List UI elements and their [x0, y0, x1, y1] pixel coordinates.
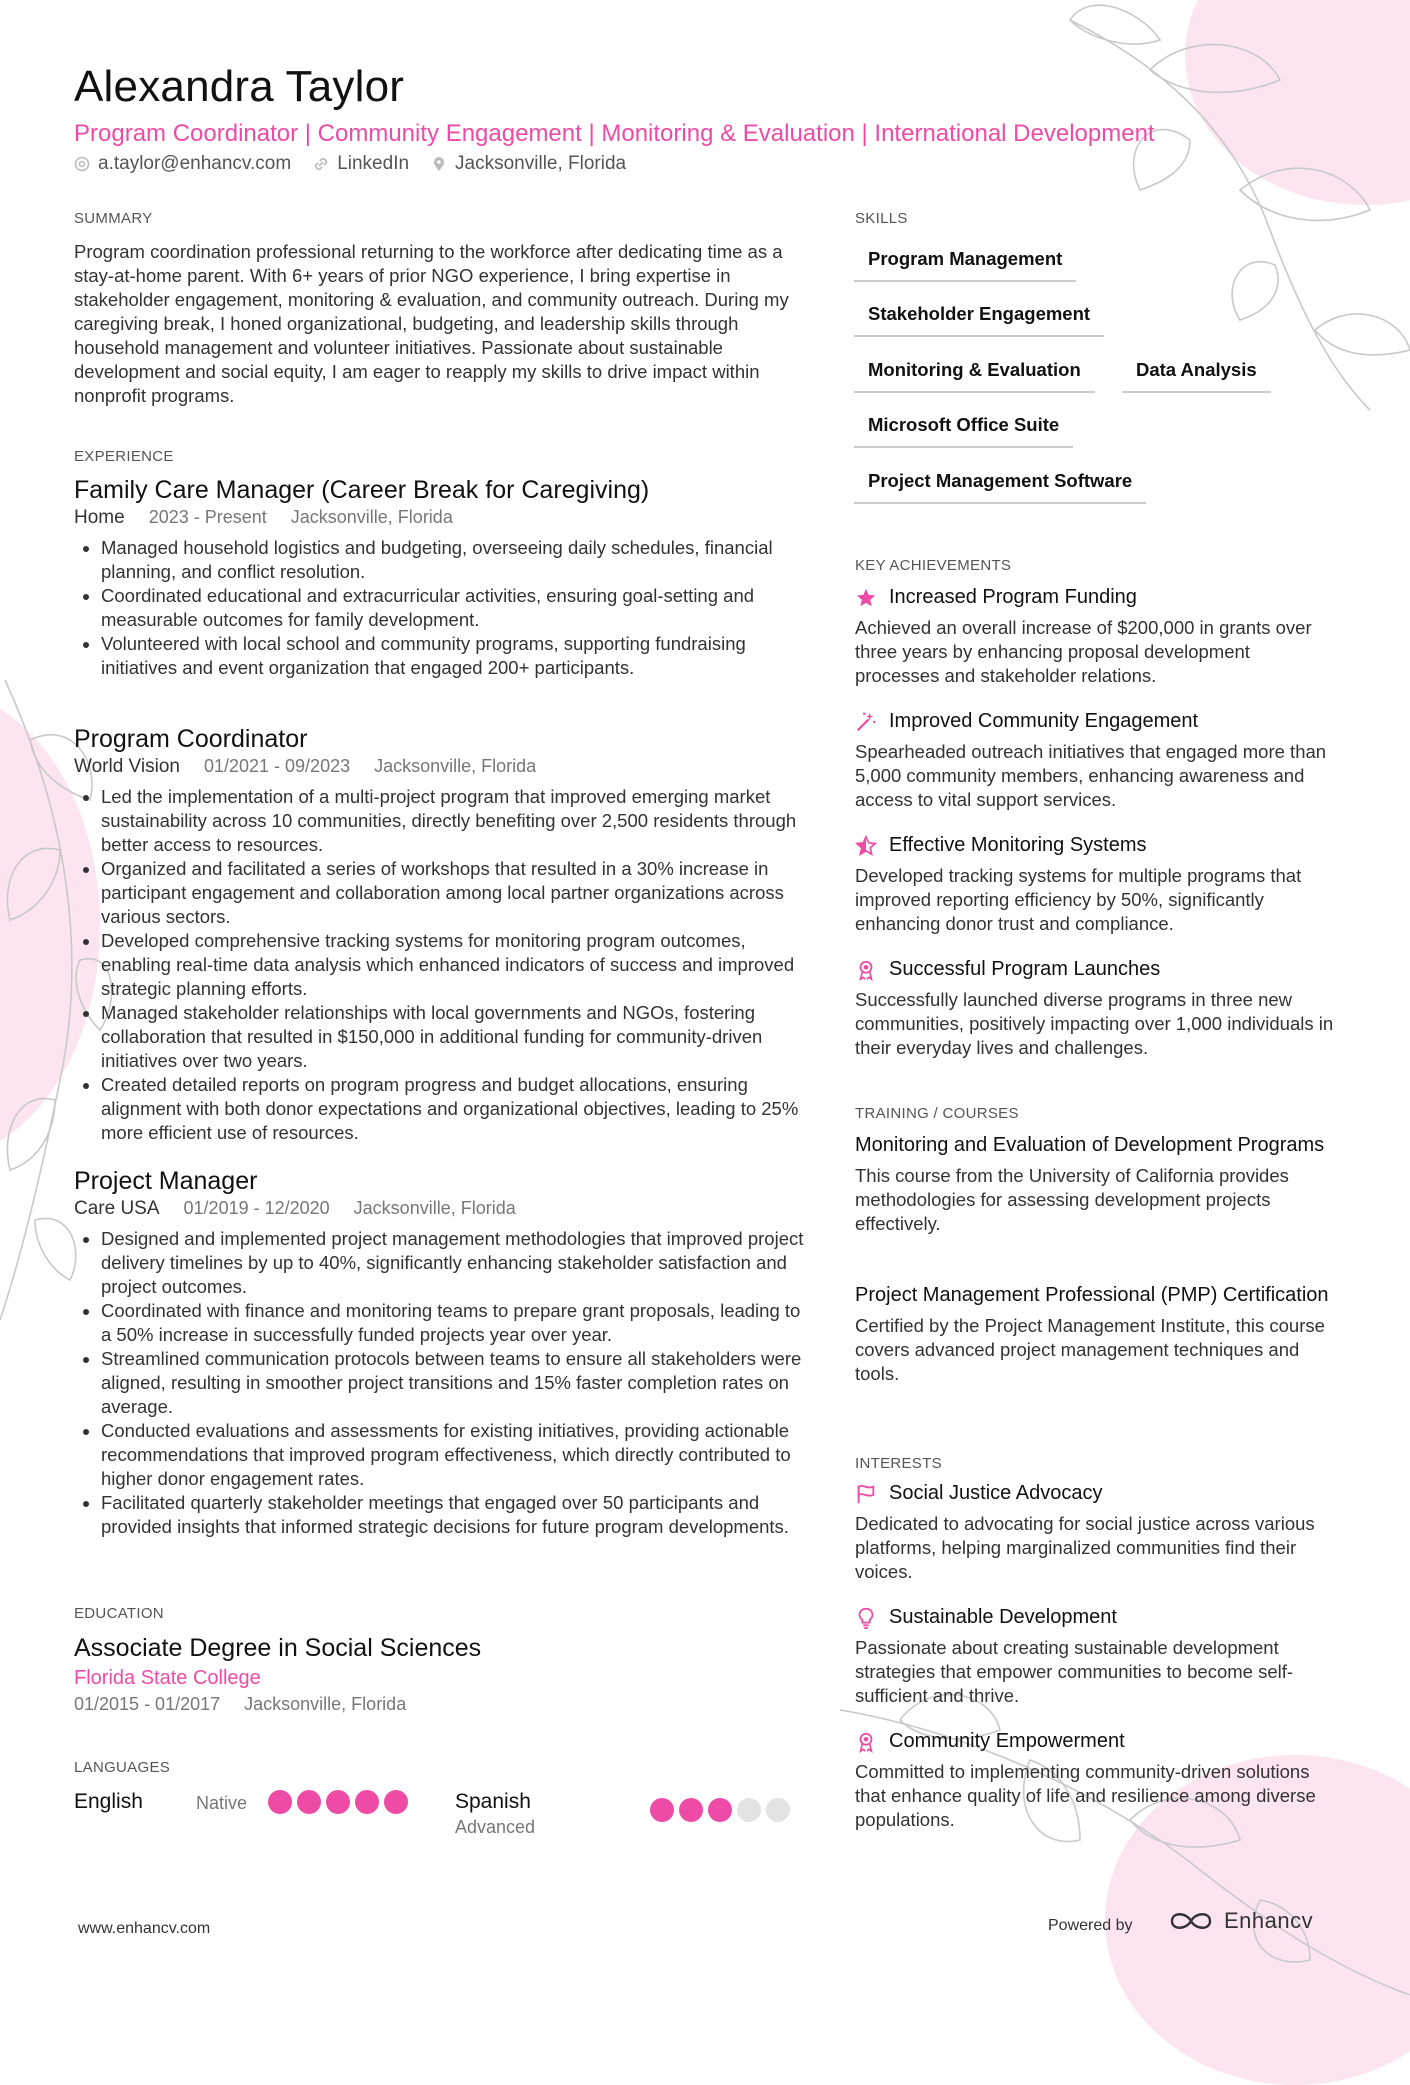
language-name: Spanish	[455, 1790, 531, 1813]
achievement-title: Effective Monitoring Systems	[889, 834, 1147, 856]
job-bullets	[74, 536, 814, 680]
job-bullet: • Streamlined communication protocols between teams to ensure all stakeholders were aligned, resulting in smoother project transitions and 15% faster completion rates on average.	[101, 1347, 814, 1419]
job-title: Project Manager	[74, 1167, 258, 1195]
achievement-item	[855, 958, 1335, 1060]
candidate-name: Alexandra Taylor	[74, 62, 405, 111]
job-org: Care USA	[74, 1198, 160, 1219]
enhancv-logo-icon	[1168, 1908, 1214, 1934]
education-entry	[74, 1634, 814, 1715]
rating-dot-filled	[650, 1798, 674, 1822]
interest-text: Passionate about creating sustainable development strategies that empower communities to become self-sufficient and thrive.	[855, 1637, 1294, 1706]
contact-email[interactable]	[74, 153, 291, 175]
achievement-text: Achieved an overall increase of $200,000 in grants over three years by enhancing proposal development processes and stakeholder relations.	[855, 617, 1312, 686]
job-title: Program Coordinator	[74, 725, 308, 753]
language-item	[74, 1790, 424, 1840]
training-title: Monitoring and Evaluation of Development Programs	[855, 1134, 1325, 1156]
interest-text: Committed to implementing community-driven solutions that enhance quality of life and resilience among diverse populations.	[855, 1761, 1316, 1830]
job-meta	[74, 1198, 814, 1220]
summary-section-title: SUMMARY	[74, 210, 153, 227]
job-bullets	[74, 785, 814, 1145]
job-bullet: • Coordinated with finance and monitoring teams to prepare grant proposals, leading to a 50% increase in successfully funded projects year over year.	[101, 1299, 814, 1347]
email-text: a.taylor@enhancv.com	[98, 153, 292, 174]
linkedin-text: LinkedIn	[337, 153, 410, 174]
job-location: Jacksonville, Florida	[290, 507, 453, 527]
rating-dot-filled	[679, 1798, 703, 1822]
training-text: This course from the University of California provides methodologies for assessing development projects effectively.	[855, 1165, 1289, 1234]
education-section-title: EDUCATION	[74, 1605, 164, 1622]
interests-section-title: INTERESTS	[855, 1455, 942, 1472]
language-name: English	[74, 1790, 143, 1813]
achievement-title: Successful Program Launches	[889, 958, 1161, 980]
school-name: Florida State College	[74, 1667, 261, 1689]
magic-wand-icon	[855, 711, 877, 733]
job-bullet: • Managed household logistics and budgeting, overseeing daily schedules, financial planning, and conflict resolution.	[101, 536, 814, 584]
language-rating	[650, 1798, 795, 1827]
job-org: World Vision	[74, 756, 180, 777]
achievement-text: Developed tracking systems for multiple programs that improved reporting efficiency by 50%, significantly enhancing donor trust and compliance.	[855, 865, 1302, 934]
language-item	[455, 1790, 805, 1840]
achievement-text: Successfully launched diverse programs in three new communities, positively impacting over 1,000 individuals in their everyday lives and challenges.	[855, 989, 1334, 1058]
achievement-item	[855, 586, 1335, 688]
job-entry	[74, 476, 814, 680]
job-dates: 01/2019 - 12/2020	[183, 1198, 330, 1218]
rating-dot-filled	[384, 1790, 408, 1814]
rating-dot-filled	[326, 1790, 350, 1814]
skill-tag: Program Management	[854, 248, 1076, 282]
achievements-section-title: KEY ACHIEVEMENTS	[855, 557, 1012, 574]
job-bullet: • Organized and facilitated a series of workshops that resulted in a 30% increase in participant engagement and collaboration among local partner organizations across various sectors.	[101, 857, 814, 929]
job-bullet: • Conducted evaluations and assessments for existing initiatives, providing actionable recommendations that improved program effectiveness, which directly contributed to higher donor engagement rates.	[101, 1419, 814, 1491]
job-meta	[74, 507, 814, 529]
enhancv-logo-text: Enhancv	[1224, 1908, 1314, 1933]
skills-section-title: SKILLS	[855, 210, 908, 227]
training-text: Certified by the Project Management Institute, this course covers advanced project management techniques and tools.	[855, 1315, 1325, 1384]
job-entry	[74, 725, 814, 1145]
training-section-title: TRAINING / COURSES	[855, 1105, 1019, 1122]
contact-location	[431, 153, 626, 175]
job-location: Jacksonville, Florida	[353, 1198, 516, 1218]
job-bullet: • Created detailed reports on program progress and budget allocations, ensuring alignment with both donor expectations and organizational objectives, leading to 25% more efficient use of resources.	[101, 1073, 814, 1145]
skill-tag: Stakeholder Engagement	[854, 303, 1104, 337]
contact-row	[74, 153, 626, 175]
language-level: Advanced	[455, 1817, 536, 1837]
rating-dot-filled	[708, 1798, 732, 1822]
job-bullet: • Led the implementation of a multi-project program that improved emerging market sustainability across 10 communities, directly benefiting over 2,500 residents through better access to resources.	[101, 785, 814, 857]
experience-section-title: EXPERIENCE	[74, 448, 174, 465]
job-entry	[74, 1167, 814, 1539]
job-bullet: • Developed comprehensive tracking systems for monitoring program outcomes, enabling real-time data analysis which enhanced indicators of success and improved strategic planning efforts.	[101, 929, 814, 1001]
job-bullets	[74, 1227, 814, 1539]
education-meta	[74, 1694, 814, 1715]
award-ribbon-icon	[855, 959, 877, 981]
contact-linkedin[interactable]	[313, 153, 409, 175]
job-bullet: • Managed stakeholder relationships with local governments and NGOs, fostering collaboration that resulted in $150,000 in additional funding for community-driven initiatives over two years.	[101, 1001, 814, 1073]
interest-text: Dedicated to advocating for social justice across various platforms, helping marginalized communities find their voices.	[855, 1513, 1315, 1582]
job-bullet: • Facilitated quarterly stakeholder meetings that engaged over 50 participants and provided insights that informed strategic decisions for future program developments.	[101, 1491, 814, 1539]
interest-item	[855, 1606, 1335, 1708]
interest-title: Community Empowerment	[889, 1730, 1125, 1752]
half-star-icon	[855, 835, 877, 857]
job-dates: 2023 - Present	[148, 507, 267, 527]
rating-dot-empty	[737, 1798, 761, 1822]
rating-dot-filled	[297, 1790, 321, 1814]
job-org: Home	[74, 507, 125, 528]
achievement-text: Spearheaded outreach initiatives that engaged more than 5,000 community members, enhancing awareness and access to vital support services.	[855, 741, 1327, 810]
job-dates: 01/2021 - 09/2023	[203, 756, 351, 776]
languages-section-title: LANGUAGES	[74, 1759, 171, 1776]
training-title: Project Management Professional (PMP) Certification	[855, 1284, 1329, 1306]
job-location: Jacksonville, Florida	[374, 756, 537, 776]
footer-website[interactable]: www.enhancv.com	[78, 1920, 211, 1937]
job-meta	[74, 756, 814, 778]
leaf-decoration-top-right	[1030, 0, 1410, 420]
skill-tag: Monitoring & Evaluation	[854, 359, 1095, 393]
interest-item	[855, 1482, 1335, 1584]
skill-tag: Data Analysis	[1122, 359, 1271, 393]
interest-title: Social Justice Advocacy	[889, 1482, 1103, 1504]
award-ribbon-icon	[855, 1731, 877, 1753]
at-icon	[74, 156, 90, 172]
job-bullet: • Volunteered with local school and community programs, supporting fundraising initiatives and event organization that engaged 200+ participants.	[101, 632, 814, 680]
skill-tag: Microsoft Office Suite	[854, 414, 1073, 448]
lightbulb-icon	[855, 1607, 877, 1629]
link-icon	[313, 156, 329, 172]
rating-dot-empty	[766, 1798, 790, 1822]
language-level: Native	[196, 1793, 248, 1813]
skill-tag: Project Management Software	[854, 470, 1146, 504]
flag-icon	[855, 1483, 877, 1505]
footer-powered-by: Powered by	[1048, 1917, 1133, 1934]
achievement-item	[855, 834, 1335, 936]
enhancv-logo[interactable]	[1168, 1908, 1313, 1934]
training-item	[855, 1283, 1335, 1386]
star-icon	[855, 587, 877, 609]
headline: Program Coordinator | Community Engagement | Monitoring & Evaluation | International Development	[74, 120, 1155, 147]
education-location: Jacksonville, Florida	[244, 1694, 407, 1714]
location-text: Jacksonville, Florida	[455, 153, 627, 174]
degree-title: Associate Degree in Social Sciences	[74, 1634, 482, 1662]
interest-title: Sustainable Development	[889, 1606, 1117, 1628]
rating-dot-filled	[355, 1790, 379, 1814]
achievement-item	[855, 710, 1335, 812]
job-bullet: • Designed and implemented project management methodologies that improved project delivery timelines by up to 40%, significantly enhancing stakeholder satisfaction and project outcomes.	[101, 1227, 814, 1299]
language-rating	[268, 1790, 413, 1819]
interest-item	[855, 1730, 1335, 1832]
job-title: Family Care Manager (Career Break for Caregiving)	[74, 476, 650, 504]
location-pin-icon	[431, 156, 447, 172]
rating-dot-filled	[268, 1790, 292, 1814]
summary-text: Program coordination professional returning to the workforce after dedicating time as a stay-at-home parent. With 6+ years of prior NGO experience, I bring expertise in stakeholder engagement, monitoring & evaluation, and community outreach. During my caregiving break, I honed organizational, budgeting, and leadership skills through household management and volunteer initiatives. Passionate about sustainable development and social equity, I am eager to reapply my skills to drive impact within nonprofit programs.	[74, 241, 789, 406]
education-dates: 01/2015 - 01/2017	[74, 1694, 221, 1714]
achievement-title: Improved Community Engagement	[889, 710, 1199, 732]
achievement-title: Increased Program Funding	[889, 586, 1137, 608]
training-item	[855, 1133, 1335, 1236]
job-bullet: • Coordinated educational and extracurricular activities, ensuring goal-setting and measurable outcomes for family development.	[101, 584, 814, 632]
